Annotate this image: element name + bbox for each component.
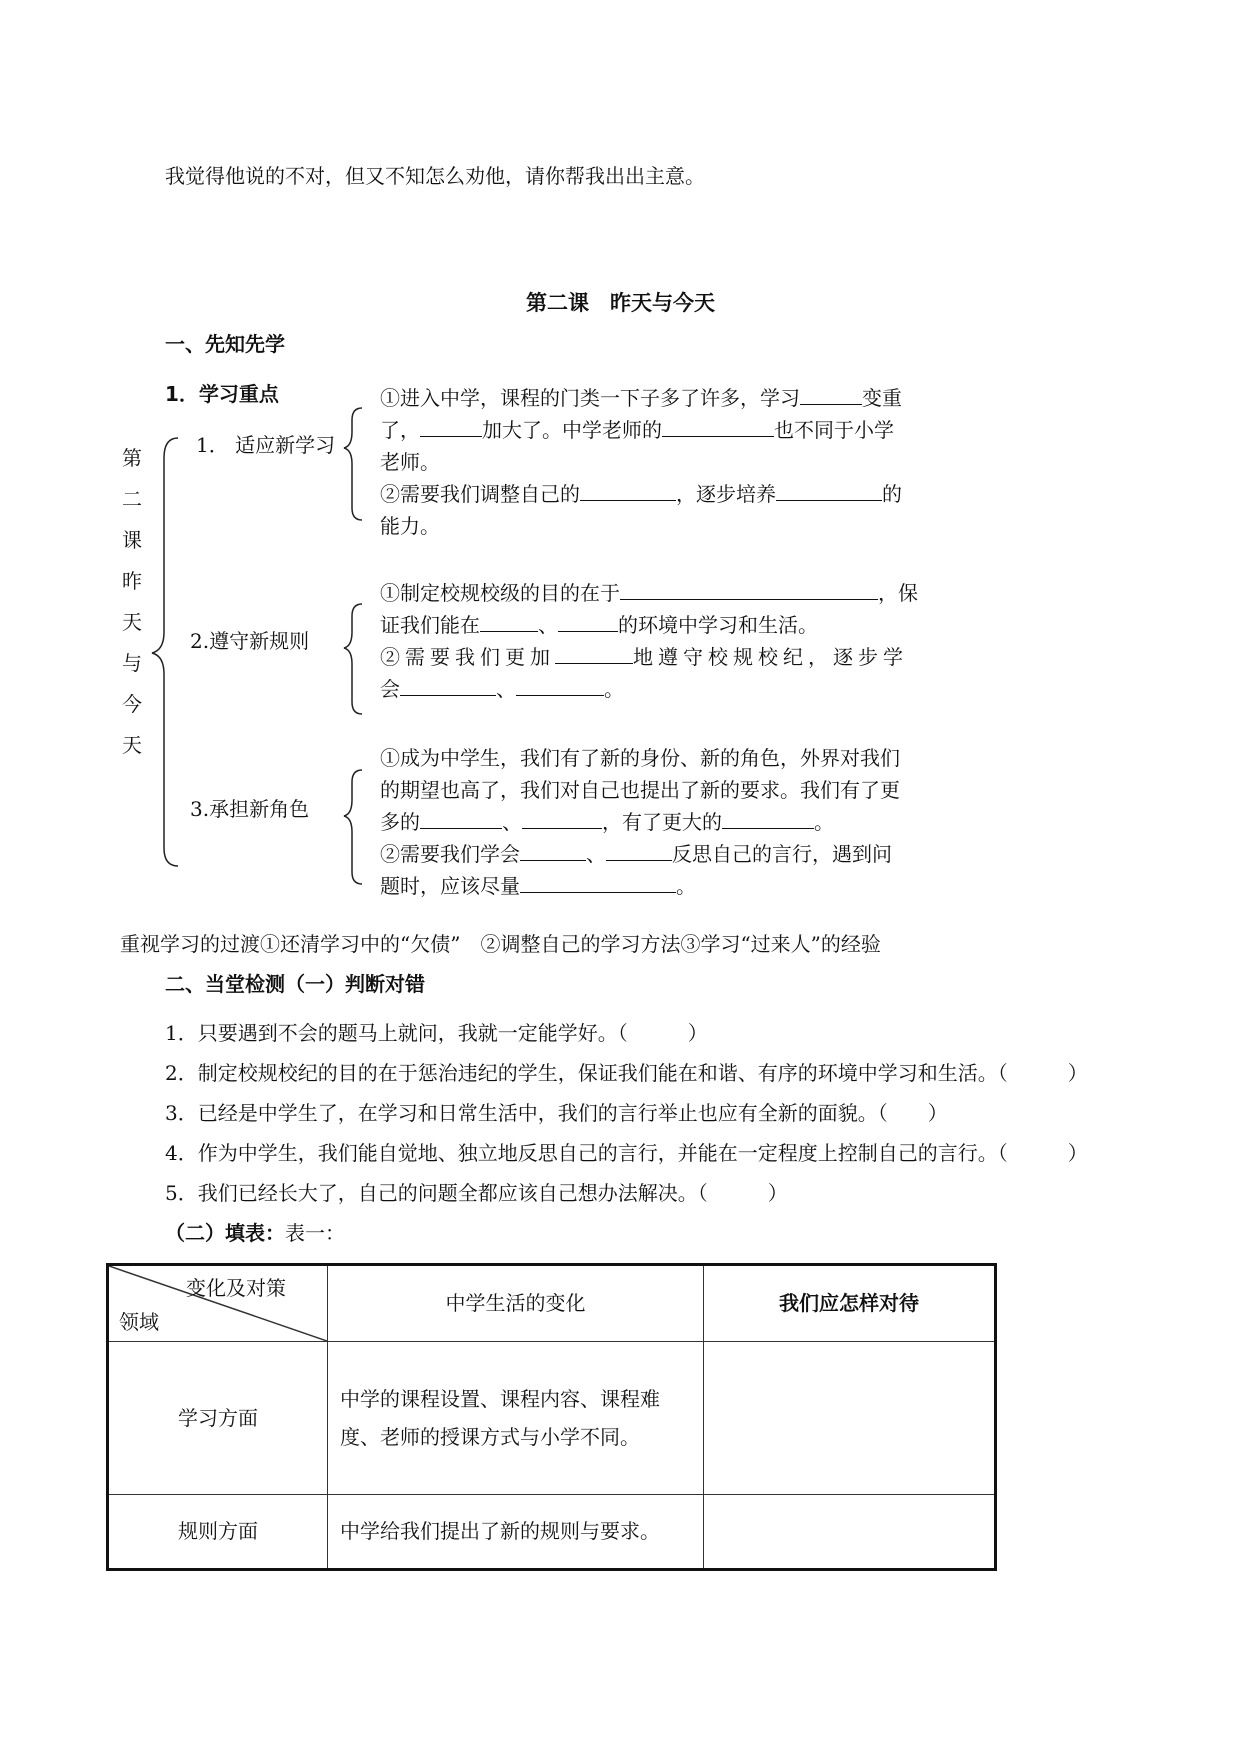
intro-line: 我觉得他说的不对，但又不知怎么劝他，请你帮我出出主意。 [165,164,705,188]
b3-line1: ①成为中学生，我们有了新的身份、新的角色，外界对我们 [380,746,900,770]
text: 。 [814,810,834,834]
fill-blank[interactable] [400,677,496,696]
table-caption [165,1219,345,1248]
main-brace [152,438,178,866]
b2-line1 [380,577,952,609]
text: ①制定校规校级的目的在于 [380,581,620,605]
text: ②需要我们更加 [380,645,555,669]
response-cell[interactable] [704,1342,996,1495]
lesson-title: 第二课 昨天与今天 [526,291,715,315]
text: 、 [502,810,522,834]
header-top-right: 变化及对策 [186,1276,286,1300]
b3-line4 [380,838,952,870]
text: ，逐步培养 [676,482,776,506]
b2-line4 [380,673,952,705]
fill-blank[interactable] [776,482,882,501]
vertical-char: 二 [122,487,142,511]
brace-3 [344,770,362,884]
text: 也不同于小学 [774,418,894,442]
branch-1-content [380,382,952,542]
text: 地遵守校规校纪，逐步学 [633,645,908,669]
area-cell: 学习方面 [108,1342,328,1495]
text: 。 [676,874,696,898]
text: 的 [882,482,902,506]
response-cell[interactable] [704,1495,996,1570]
text: 变重 [862,386,902,410]
branch-2-content [380,577,952,705]
text: 反思自己的言行，遇到问 [672,842,892,866]
fill-blank[interactable] [722,810,814,829]
b1-line3: 老师。 [380,450,440,474]
fill-blank[interactable] [580,482,676,501]
b1-line5: 能力。 [380,514,440,538]
text: 题时，应该尽量 [380,874,520,898]
fill-in-table [106,1263,997,1571]
col-header-response: 我们应怎样对待 [704,1265,996,1342]
b3-line2: 的期望也高了，我们对自己也提出了新的要求。我们有了更 [380,778,900,802]
b2-line3 [380,641,952,673]
fill-blank[interactable] [558,613,618,632]
vertical-char: 第 [122,446,142,470]
text: ，有了更大的 [602,810,722,834]
text: 证我们能在 [380,613,480,637]
vertical-char: 今 [122,692,142,716]
header-bottom-left: 领域 [119,1310,159,1334]
text: ②需要我们学会 [380,842,520,866]
col-header-change: 中学生活的变化 [328,1265,704,1342]
question-3: 3．已经是中学生了，在学习和日常生活中，我们的言行举止也应有全新的面貌。（ ） [165,1101,948,1125]
fill-blank[interactable] [662,418,774,437]
fill-blank[interactable] [520,842,586,861]
fill-blank[interactable] [555,645,633,664]
area-cell: 规则方面 [108,1495,328,1570]
fill-blank[interactable] [420,418,482,437]
vertical-char: 天 [122,733,142,757]
branch-label-1: 1． 适应新学习 [196,433,336,457]
text: 的环境中学习和生活。 [618,613,818,637]
b2-line2 [380,609,952,641]
change-cell: 中学给我们提出了新的规则与要求。 [328,1495,704,1570]
brace-2 [344,604,362,714]
text: 多的 [380,810,420,834]
b1-line2 [380,414,952,446]
vertical-char: 昨 [122,569,142,593]
fill-blank[interactable] [516,677,604,696]
change-cell: 中学的课程设置、课程内容、课程难度、老师的授课方式与小学不同。 [328,1342,704,1495]
table-header-row [108,1265,996,1342]
section1-title: 一、先知先学 [165,332,285,356]
fill-blank[interactable] [800,386,862,405]
text: 、 [538,613,558,637]
branch-label-2: 2.遵守新规则 [190,629,310,653]
question-2: 2．制定校规校纪的目的在于惩治违纪的学生，保证我们能在和谐、有序的环境中学习和生活。（ ） [165,1061,1088,1085]
text: ②需要我们调整自己的 [380,482,580,506]
table-caption-label: （二）填表： [165,1221,285,1245]
branch-label-3: 3.承担新角色 [190,797,310,821]
b1-line1 [380,382,952,414]
brace-1 [344,408,362,520]
fill-blank[interactable] [620,581,878,600]
section2-title: 二、当堂检测（一）判断对错 [165,972,425,996]
sub1-title: 1．学习重点 [165,382,279,406]
fill-blank[interactable] [480,613,538,632]
vertical-char: 与 [122,651,142,675]
question-1: 1．只要遇到不会的题马上就问，我就一定能学好。（ ） [165,1021,708,1045]
table-row [108,1342,996,1495]
text: 、 [496,677,516,701]
text: ，保 [878,581,918,605]
summary-line: 重视学习的过渡①还清学习中的“欠债” ②调整自己的学习方法③学习“过来人”的经验 [120,932,881,956]
fill-blank[interactable] [520,874,676,893]
text: 加大了。中学老师的 [482,418,662,442]
question-4: 4．作为中学生，我们能自觉地、独立地反思自己的言行，并能在一定程度上控制自己的言行。（ ） [165,1141,1088,1165]
diagonal-header-cell [108,1265,328,1342]
vertical-char: 天 [122,610,142,634]
text: 会 [380,677,400,701]
text: 了， [380,418,420,442]
b3-line5 [380,870,952,902]
text: 、 [586,842,606,866]
b3-line3 [380,806,952,838]
question-5: 5．我们已经长大了，自己的问题全都应该自己想办法解决。（ ） [165,1181,788,1205]
fill-blank[interactable] [420,810,502,829]
fill-blank[interactable] [606,842,672,861]
table-caption-number: 表一： [285,1221,345,1245]
b1-line4 [380,478,952,510]
fill-blank[interactable] [522,810,602,829]
text: 。 [604,677,624,701]
vertical-char: 课 [122,528,142,552]
text: ①进入中学，课程的门类一下子多了许多，学习 [380,386,800,410]
branch-3-content [380,742,952,902]
table-row [108,1495,996,1570]
